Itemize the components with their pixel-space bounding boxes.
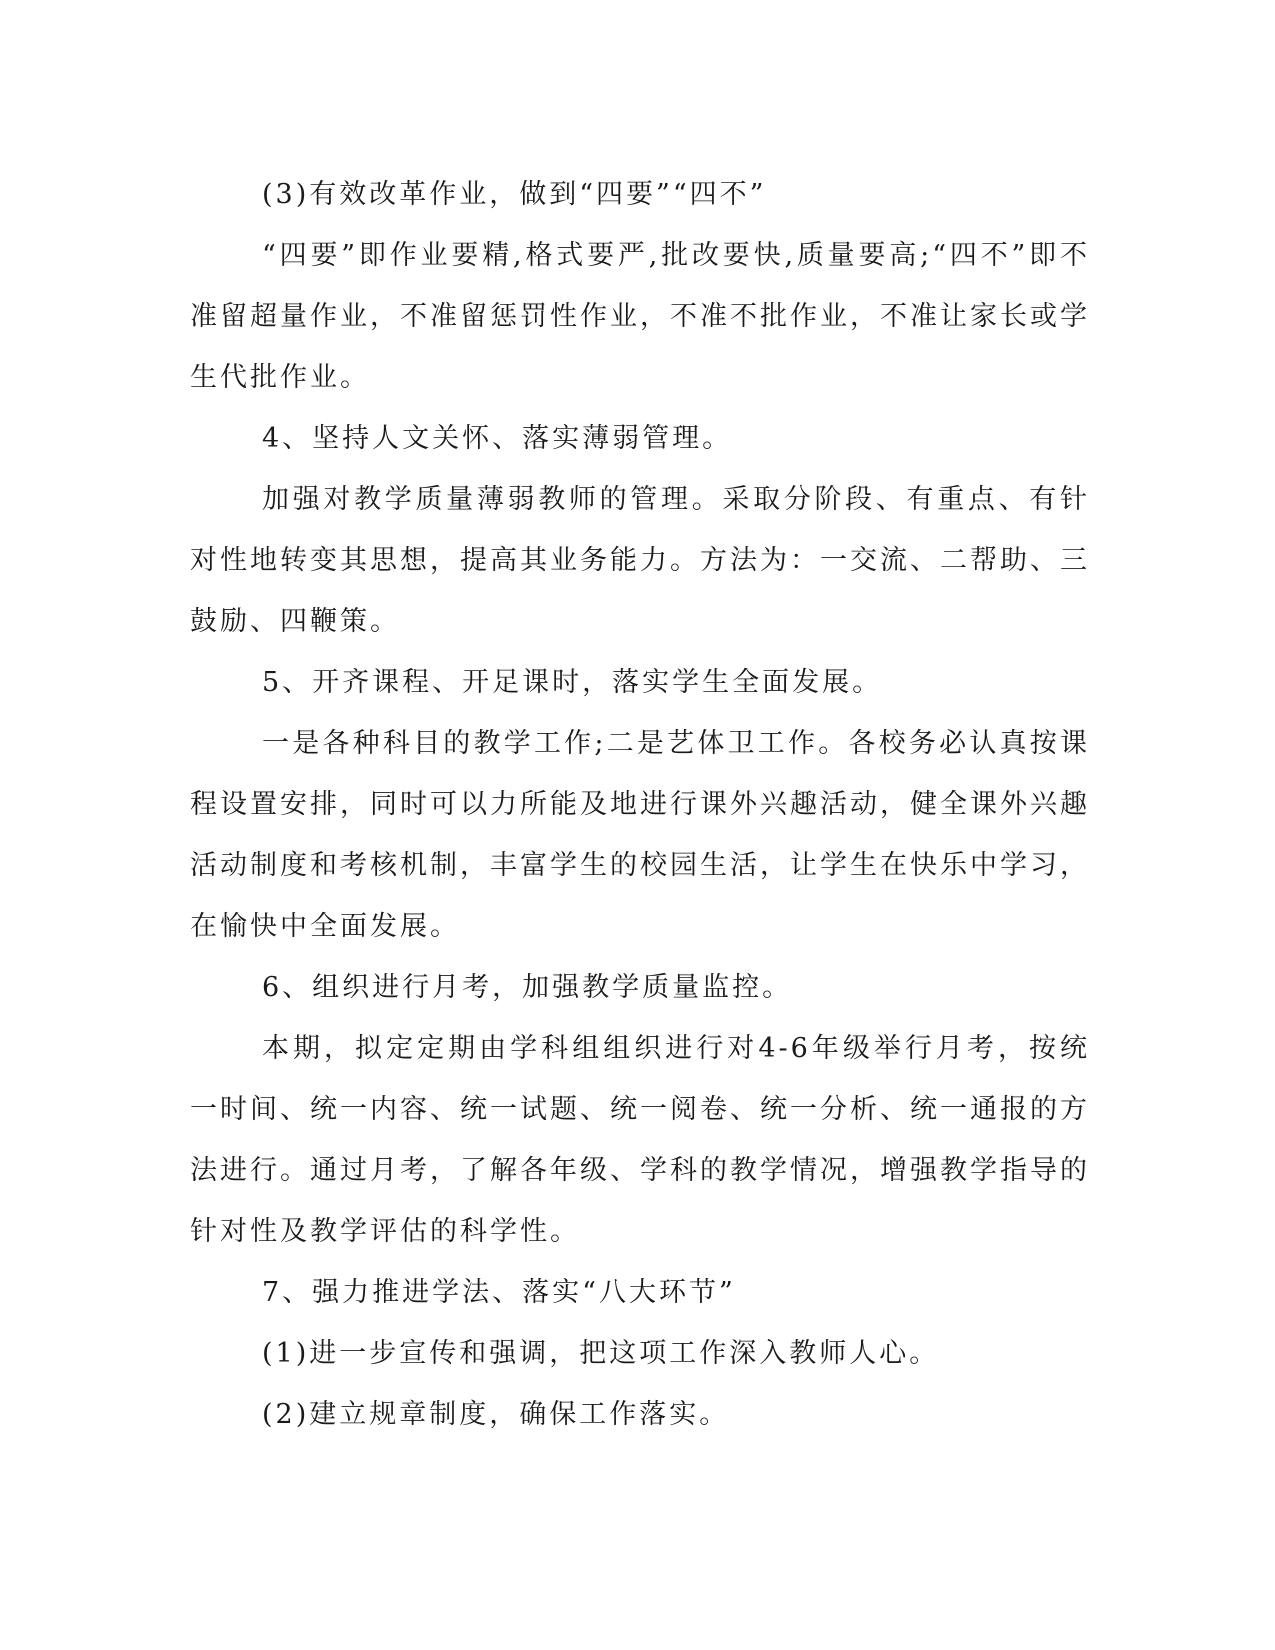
paragraph-section-4-body: 加强对教学质量薄弱教师的管理。采取分阶段、有重点、有针对性地转变其思想，提高其业务能力。方法为：一交流、二帮助、三鼓励、四鞭策。 xyxy=(190,484,1090,637)
paragraph-section-7-item-2: (2)建立规章制度，确保工作落实。 xyxy=(262,1399,730,1430)
document-body xyxy=(190,164,1090,1445)
paragraph-section-5-heading: 5、开齐课程、开足课时，落实学生全面发展。 xyxy=(262,667,883,698)
paragraph-section-5-body: 一是各种科目的教学工作;二是艺体卫工作。各校务必认真按课程设置安排，同时可以力所能及地进行课外兴趣活动，健全课外兴趣活动制度和考核机制，丰富学生的校园生活，让学生在快乐中学习，在愉快中全面发展。 xyxy=(190,728,1090,942)
paragraph-homework-reform-heading: (3)有效改革作业，做到“四要”“四不” xyxy=(262,179,767,210)
paragraph-section-7-heading: 7、强力推进学法、落实“八大环节” xyxy=(262,1277,736,1308)
paragraph-section-6-body: 本期，拟定定期由学科组组织进行对4-6年级举行月考，按统一时间、统一内容、统一试题、统一阅卷、统一分析、统一通报的方法进行。通过月考，了解各年级、学科的教学情况，增强教学指导的针对性及教学评估的科学性。 xyxy=(190,1033,1090,1247)
paragraph-section-7-item-1: (1)进一步宣传和强调，把这项工作深入教师人心。 xyxy=(262,1338,940,1369)
paragraph-section-4-heading: 4、坚持人文关怀、落实薄弱管理。 xyxy=(262,423,733,454)
paragraph-homework-rules: “四要”即作业要精,格式要严,批改要快,质量要高;“四不”即不准留超量作业，不准留惩罚性作业，不准不批作业，不准让家长或学生代批作业。 xyxy=(190,240,1090,393)
paragraph-section-6-heading: 6、组织进行月考，加强教学质量监控。 xyxy=(262,972,793,1003)
